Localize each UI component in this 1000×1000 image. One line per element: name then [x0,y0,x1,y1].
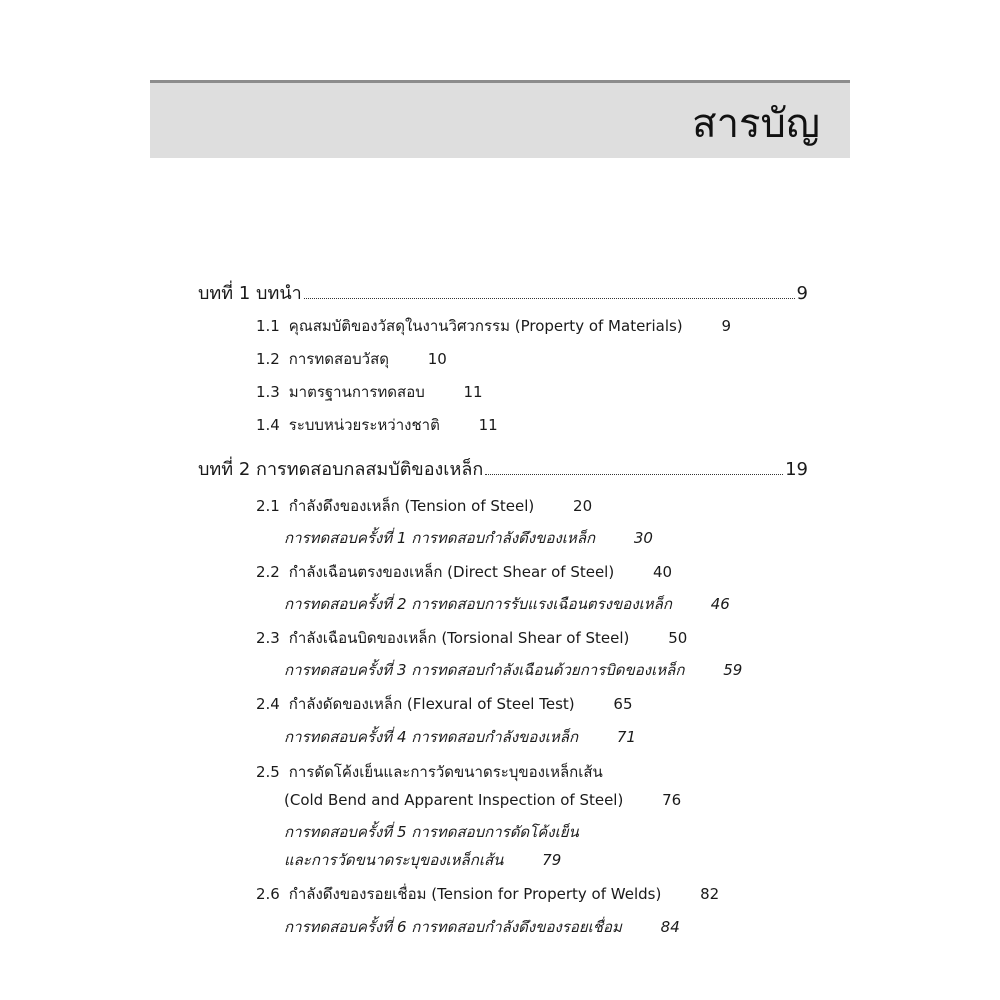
entry-number: 2.5 [256,763,280,781]
header-band [150,80,850,158]
entry-page: 82 [700,885,720,903]
entry-page: 76 [662,791,682,809]
entry-title: คุณสมบัติของวัสดุในงานวิศวกรรม (Property of Materials) [288,317,683,335]
entry-title: กำลังเฉือนตรงของเหล็ก (Direct Shear of Steel) [288,563,615,581]
chapter-page: 19 [785,459,808,480]
toc-entry-1-3[interactable] [256,382,483,402]
toc-entry-2-4[interactable] [256,694,633,714]
subentry-page: 71 [616,728,636,746]
subentry-page: 30 [633,529,653,547]
toc-subentry-test-3[interactable] [284,660,742,680]
toc-entry-2-6[interactable] [256,884,719,904]
toc-subentry-test-6[interactable] [284,917,680,937]
toc-subentry-test-4[interactable] [284,727,636,747]
chapter-2-row[interactable] [198,458,808,482]
toc-entry-2-2[interactable] [256,562,672,582]
toc-entry-2-5-continued[interactable] [284,790,681,810]
subentry-title: การทดสอบครั้งที่ 1 การทดสอบกำลังดึงของเหล็ก [284,529,596,547]
subentry-page: 46 [710,595,730,613]
chapter-page: 9 [796,283,808,304]
toc-entry-2-1[interactable] [256,496,592,516]
entry-title-continued: (Cold Bend and Apparent Inspection of Steel) [284,791,624,809]
subentry-title: การทดสอบครั้งที่ 4 การทดสอบกำลังของเหล็ก [284,728,579,746]
entry-number: 2.4 [256,695,280,713]
entry-page: 10 [427,350,447,368]
subentry-title-continued: และการวัดขนาดระบุของเหล็กเส้น [284,851,504,869]
entry-number: 1.2 [256,350,280,368]
entry-page: 11 [463,383,483,401]
entry-title: มาตรฐานการทดสอบ [288,383,425,401]
toc-entry-2-5[interactable] [256,762,603,782]
subentry-page: 59 [723,661,743,679]
entry-title: การดัดโค้งเย็นและการวัดขนาดระบุของเหล็กเส้น [288,763,603,781]
page-title: สารบัญ [692,101,820,147]
toc-entry-1-1[interactable] [256,316,731,336]
entry-title: กำลังดัดของเหล็ก (Flexural of Steel Test) [288,695,575,713]
entry-number: 1.1 [256,317,280,335]
subentry-title: การทดสอบครั้งที่ 5 การทดสอบการดัดโค้งเย็น [284,823,579,841]
entry-title: ระบบหน่วยระหว่างชาติ [288,416,440,434]
leader-dots [304,298,795,299]
toc-entry-1-2[interactable] [256,349,447,369]
leader-dots [485,474,783,475]
chapter-label: บทที่ 1 บทนำ [198,283,302,304]
subentry-title: การทดสอบครั้งที่ 6 การทดสอบกำลังดึงของรอยเชื่อม [284,918,622,936]
toc-entry-2-3[interactable] [256,628,687,648]
entry-number: 2.3 [256,629,280,647]
entry-number: 2.2 [256,563,280,581]
chapter-label: บทที่ 2 การทดสอบกลสมบัติของเหล็ก [198,459,484,480]
entry-page: 50 [668,629,688,647]
subentry-title: การทดสอบครั้งที่ 2 การทดสอบการรับแรงเฉือนตรงของเหล็ก [284,595,672,613]
toc-entry-1-4[interactable] [256,415,498,435]
toc-subentry-test-1[interactable] [284,528,653,548]
entry-title: กำลังดึงของเหล็ก (Tension of Steel) [288,497,535,515]
entry-page: 40 [652,563,673,581]
entry-number: 1.4 [256,416,280,434]
entry-title: กำลังดึงของรอยเชื่อม (Tension for Property of Welds) [288,885,662,903]
entry-page: 65 [613,695,633,713]
subentry-page: 79 [542,851,562,869]
subentry-page: 84 [660,918,680,936]
subentry-title: การทดสอบครั้งที่ 3 การทดสอบกำลังเฉือนด้วยการบิดของเหล็ก [284,661,685,679]
entry-number: 1.3 [256,383,280,401]
toc-subentry-test-5-continued[interactable] [284,850,561,870]
entry-page: 20 [573,497,593,515]
entry-title: กำลังเฉือนบิดของเหล็ก (Torsional Shear of Steel) [288,629,630,647]
entry-page: 9 [721,317,731,335]
entry-number: 2.6 [256,885,280,903]
entry-title: การทดสอบวัสดุ [288,350,389,368]
entry-page: 11 [478,416,498,434]
entry-number: 2.1 [256,497,280,515]
toc-subentry-test-5[interactable] [284,822,579,842]
chapter-1-row[interactable] [198,282,808,306]
toc-subentry-test-2[interactable] [284,594,730,614]
